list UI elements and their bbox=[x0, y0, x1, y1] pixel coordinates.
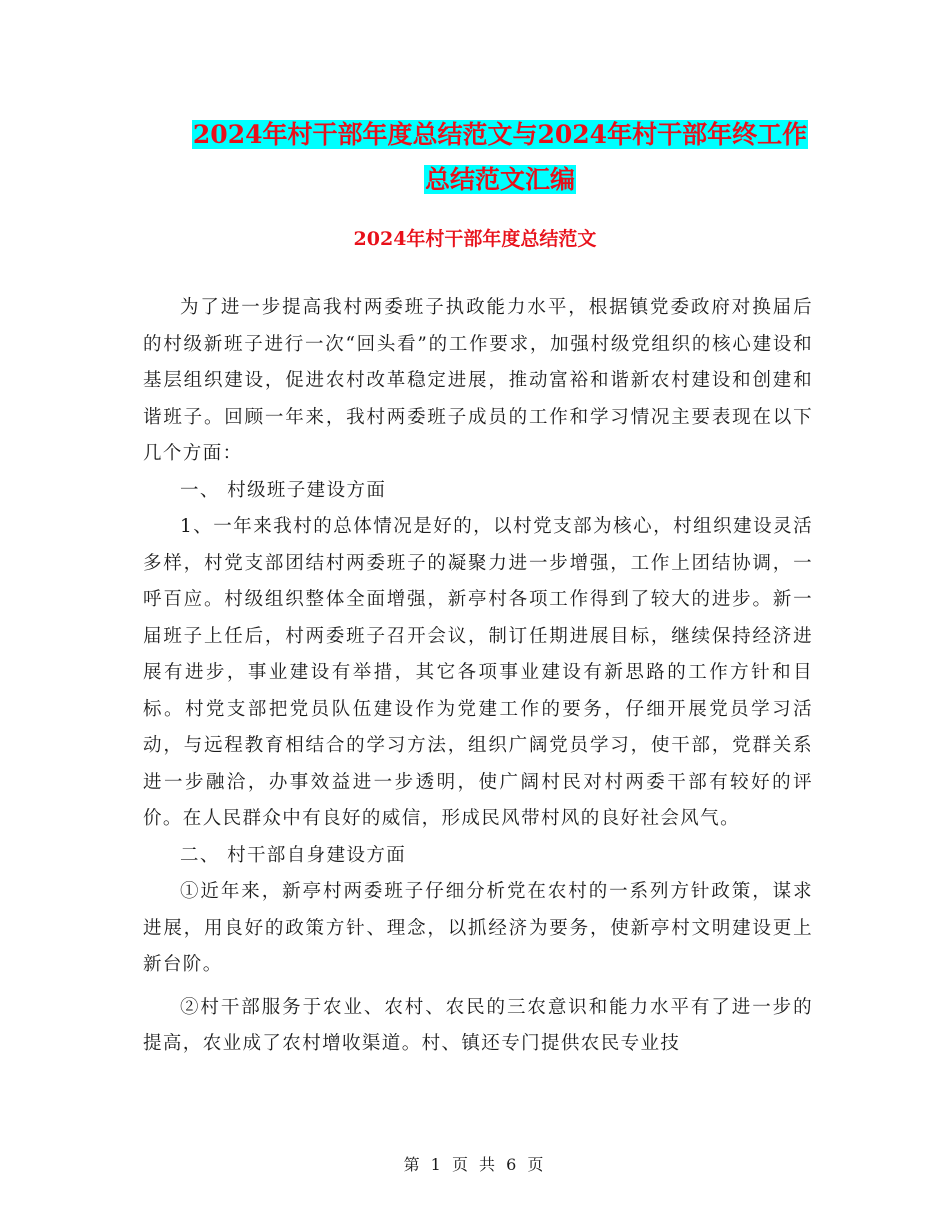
paragraph-item-2: ②村干部服务于农业、农村、农民的三农意识和能力水平有了进一步的提高，农业成了农村增收渠道。村、镇还专门提供农民专业技 bbox=[143, 996, 813, 1054]
document-title-line-2: 总结范文汇编 bbox=[424, 165, 575, 194]
heading-section-2: 二、 村干部自身建设方面 bbox=[180, 844, 407, 866]
section-title: 2024年村干部年度总结范文 bbox=[353, 228, 597, 250]
document-title-line-1: 2024年村干部年度总结范文与2024年村干部年终工作 bbox=[192, 120, 808, 149]
paragraph-section-1: 1、一年来我村的总体情况是好的，以村党支部为核心，村组织建设灵活多样，村党支部团结村两委班子的凝聚力进一步增强，工作上团结协调，一呼百应。村级组织整体全面增强，新亭村各项工作得到了较大的进步。新一届班子上任后，村两委班子召开会议，制订任期进展目标，继续保持经济进展有进步，事业建设有举措，其它各项事业建设有新思路的工作方针和目标。村党支部把党员队伍建设作为党建工作的要务，仔细开展党员学习活动，与远程教育相结合的学习方法，组织广阔党员学习，使干部，党群关系进一步融洽，办事效益进一步透明，使广阔村民对村两委干部有较好的评价。在人民群众中有良好的威信，形成民风带村风的良好社会风气。 bbox=[143, 516, 813, 829]
document-title bbox=[130, 112, 870, 202]
paragraph-intro: 为了进一步提高我村两委班子执政能力水平，根据镇党委政府对换届后的村级新班子进行一次“回头看”的工作要求，加强村级党组织的核心建设和基层组织建设，促进农村改革稳定进展，推动富裕和谐新农村建设和创建和谐班子。回顾一年来，我村两委班子成员的工作和学习情况主要表现在以下几个方面： bbox=[143, 297, 813, 464]
heading-section-1: 一、 村级班子建设方面 bbox=[180, 479, 387, 501]
page-footer: 第 1 页 共 6 页 bbox=[403, 1155, 547, 1174]
document-body bbox=[143, 290, 813, 1063]
paragraph-item-1: ①近年来，新亭村两委班子仔细分析党在农村的一系列方针政策，谋求进展，用良好的政策方针、理念，以抓经济为要务，使新亭村文明建设更上新台阶。 bbox=[143, 881, 813, 975]
